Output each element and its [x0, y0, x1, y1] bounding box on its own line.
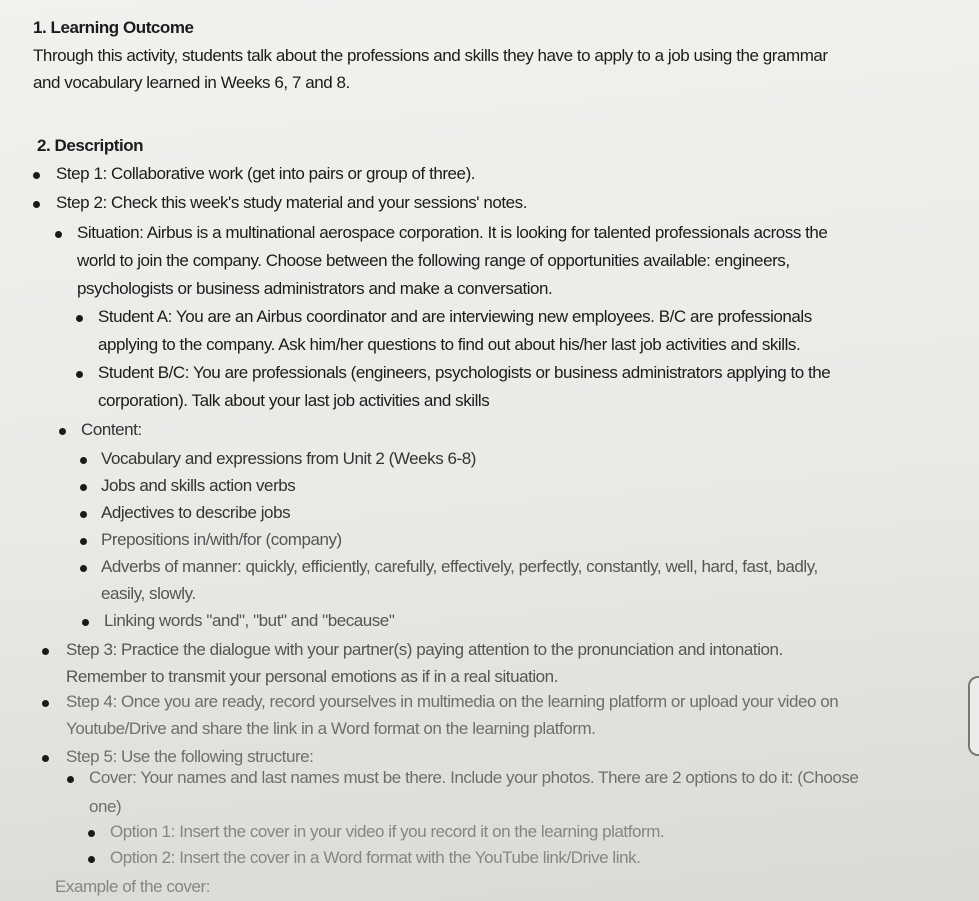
bullet-icon — [88, 856, 95, 863]
content-item: Linking words "and", "but" and "because" — [104, 611, 395, 630]
bullet-icon — [59, 428, 66, 435]
content-item: Adverbs of manner: quickly, efficiently, carefully, effectively, perfectly, constantly, well, hard, fast, badly, — [101, 557, 818, 576]
content-item: Vocabulary and expressions from Unit 2 (Weeks 6-8) — [101, 449, 476, 468]
bullet-icon — [80, 538, 87, 545]
step3-line1: Step 3: Practice the dialogue with your partner(s) paying attention to the pronunciation and intonation. — [66, 640, 783, 659]
bullet-icon — [88, 830, 95, 837]
student-a-line1: Student A: You are an Airbus coordinator and are interviewing new employees. B/C are professionals — [98, 307, 812, 326]
step5-text: Step 5: Use the following structure: — [66, 747, 314, 766]
bullet-icon — [33, 172, 40, 179]
cover-line1: Cover: Your names and last names must be there. Include your photos. There are 2 options to do it: (Choose — [89, 768, 859, 787]
step4-line1: Step 4: Once you are ready, record yourselves in multimedia on the learning platform or upload your video on — [66, 692, 839, 711]
bullet-icon — [76, 371, 83, 378]
learning-outcome-text-line2: and vocabulary learned in Weeks 6, 7 and 8. — [33, 73, 350, 92]
content-item: Adjectives to describe jobs — [101, 503, 291, 522]
step2-text: Step 2: Check this week's study material and your sessions' notes. — [56, 193, 527, 212]
option2-text: Option 2: Insert the cover in a Word format with the YouTube link/Drive link. — [110, 848, 641, 867]
bullet-icon — [33, 201, 40, 208]
step4-line2: Youtube/Drive and share the link in a Word format on the learning platform. — [66, 719, 596, 738]
bullet-icon — [67, 776, 74, 783]
bullet-icon — [82, 619, 89, 626]
learning-outcome-heading: 1. Learning Outcome — [33, 18, 194, 37]
content-item: Prepositions in/with/for (company) — [101, 530, 342, 549]
step3-line2: Remember to transmit your personal emotions as if in a real situation. — [66, 667, 558, 686]
bullet-icon — [42, 755, 49, 762]
content-item-continuation: easily, slowly. — [101, 584, 196, 603]
bullet-icon — [42, 648, 49, 655]
step1-text: Step 1: Collaborative work (get into pairs or group of three). — [56, 164, 476, 183]
situation-line2: world to join the company. Choose between the following range of opportunities available: engineers, — [77, 251, 790, 270]
student-a-line2: applying to the company. Ask him/her questions to find out about his/her last job activities and skills. — [98, 335, 801, 354]
content-label: Content: — [81, 420, 142, 439]
option1-text: Option 1: Insert the cover in your video if you record it on the learning platform. — [110, 822, 665, 841]
bullet-icon — [42, 700, 49, 707]
bullet-icon — [80, 565, 87, 572]
content-item: Jobs and skills action verbs — [101, 476, 296, 495]
situation-line3: psychologists or business administrators and make a conversation. — [77, 279, 553, 298]
bullet-icon — [80, 511, 87, 518]
bullet-icon — [55, 231, 62, 238]
cover-line2: one) — [89, 797, 122, 816]
situation-line1: Situation: Airbus is a multinational aerospace corporation. It is looking for talented professionals across the — [77, 223, 828, 242]
scroll-handle[interactable] — [968, 676, 979, 756]
description-heading: 2. Description — [37, 136, 144, 155]
student-bc-line1: Student B/C: You are professionals (engineers, psychologists or business administrators applying to the — [98, 363, 831, 382]
learning-outcome-text-line1: Through this activity, students talk about the professions and skills they have to apply to a job using the grammar — [33, 46, 828, 65]
example-label: Example of the cover: — [55, 877, 210, 896]
student-bc-line2: corporation). Talk about your last job activities and skills — [98, 391, 490, 410]
bullet-icon — [80, 484, 87, 491]
bullet-icon — [76, 315, 83, 322]
bullet-icon — [80, 457, 87, 464]
